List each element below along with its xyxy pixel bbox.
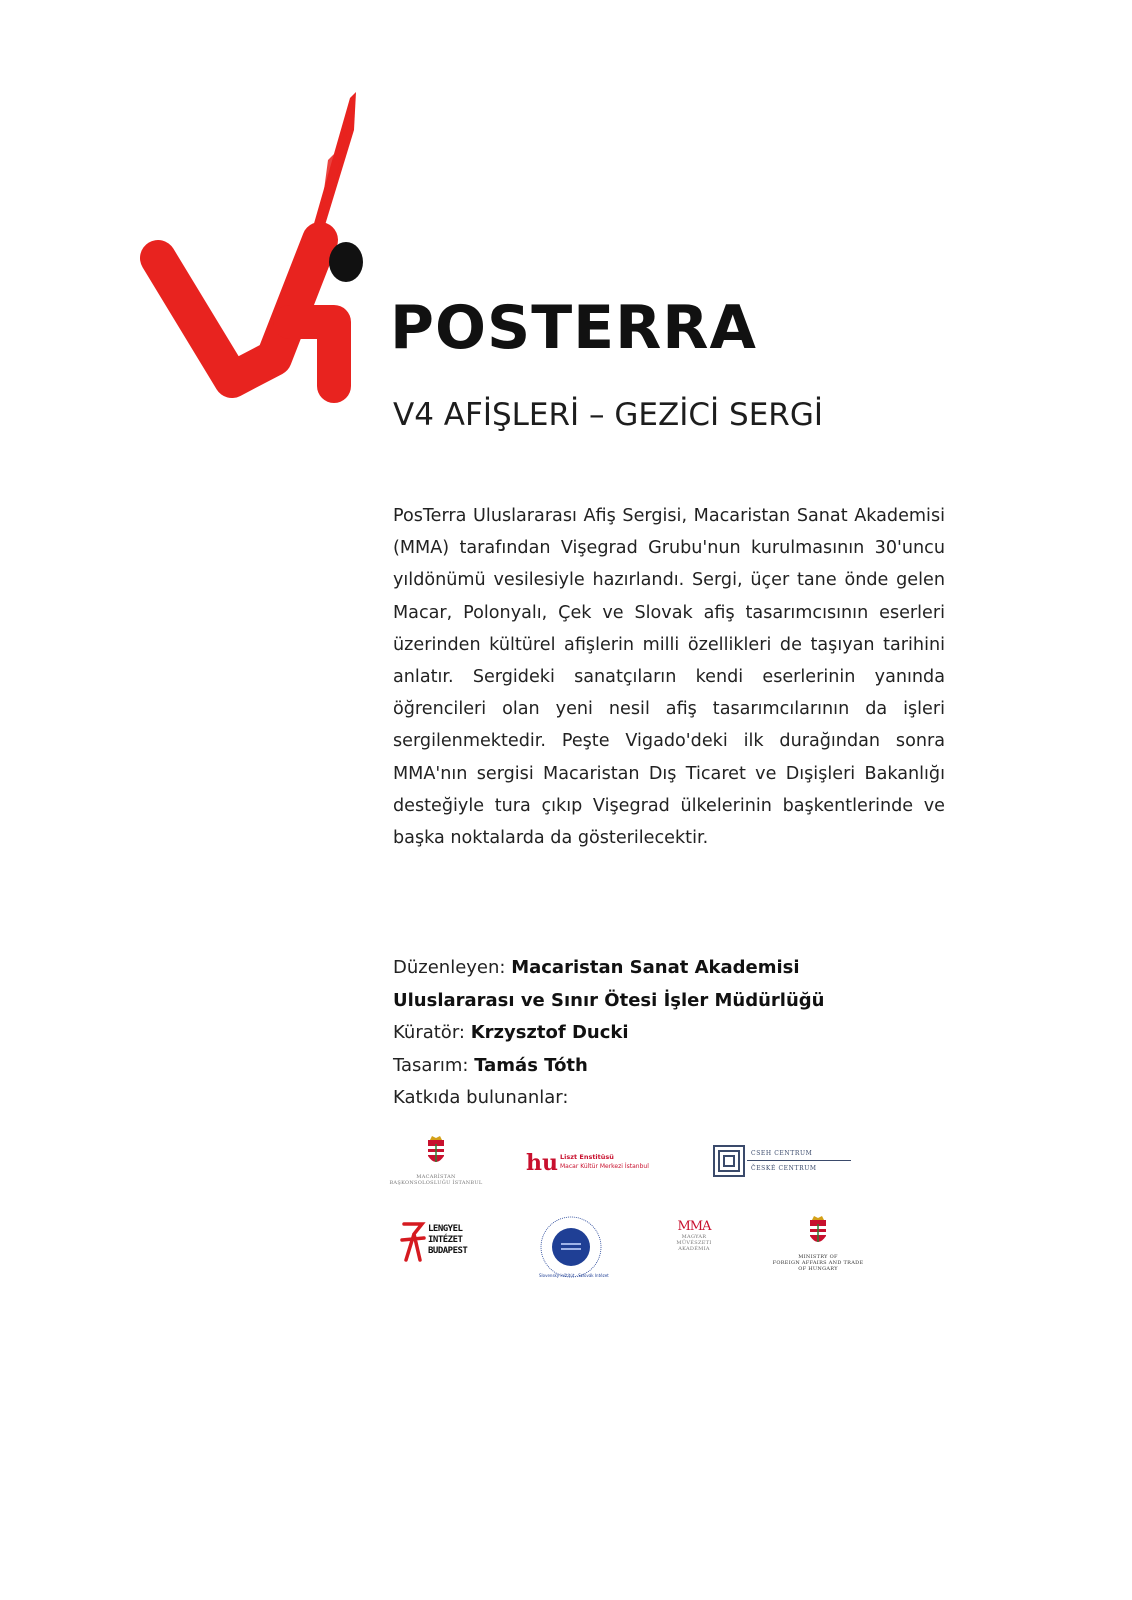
partner-mma-logo (670, 1220, 718, 1270)
black-dot (329, 242, 363, 282)
organizer-label: Düzenleyen: (393, 957, 512, 978)
partner-polish-institute-logo (400, 1220, 468, 1268)
ministry-line-3: OF HUNGARY (798, 1266, 838, 1272)
exhibition-subtitle: V4 AFİŞLERİ – GEZİCİ SERGİ (393, 397, 823, 433)
slovak-institute-seal-icon (539, 1215, 609, 1279)
czech-name-cz: ČESKÉ CENTRUM (751, 1165, 817, 1172)
czech-name-hu: CSEH CENTRUM (751, 1150, 813, 1157)
slovak-ring-text: Slovenský inštitút · Szlovák Intézet (539, 1273, 609, 1278)
consulate-text: MACARİSTAN BAŞKONSOLOSLUĞU İSTANBUL (389, 1174, 483, 1186)
credit-contributors: Katkıda bulunanlar: (393, 1087, 569, 1109)
partner-consulate-logo (388, 1136, 484, 1186)
ministry-line-1: MINISTRY OF (798, 1254, 838, 1260)
hungarian-coat-of-arms-icon (388, 1136, 484, 1170)
polish-line-2: INTÉZET (428, 1235, 463, 1245)
mma-line-3: AKADÉMIA (678, 1246, 710, 1252)
partner-ministry-logo (772, 1216, 864, 1278)
credit-curator (393, 1017, 993, 1050)
organizer-department: Uluslararası ve Sınır Ötesi İşler Müdürlüğü (393, 989, 825, 1011)
organizer-value: Macaristan Sanat Akademisi (511, 957, 800, 978)
credits-block (393, 952, 993, 1115)
polish-line-3: BUDAPEST (428, 1246, 468, 1256)
four-letter-stroke (290, 322, 334, 386)
posterra-v4-logo-mark (140, 90, 380, 420)
polish-line-1: LENGYEL (428, 1224, 463, 1234)
partner-liszt-logo (526, 1150, 676, 1178)
mma-line-2: MŰVÉSZETI (676, 1240, 712, 1246)
czech-centre-maze-icon (713, 1145, 747, 1177)
ministry-coat-of-arms-icon (772, 1216, 864, 1250)
description-paragraph: PosTerra Uluslararası Afiş Sergisi, Macaristan Sanat Akademisi (MMA) tarafından Vişegrad Grubu'nun kurulmasının 30'uncu yıldönümü vesilesiyle hazırlandı. Sergi, üçer tane önde gelen Macar, Polonyalı, Çek ve Slovak afiş tasarımcısının eserleri üzerinden kültürel afişlerin milli özellikleri de taşıyan tarihini anlatır. Sergideki sanatçıların kendi eserlerinin yanında öğrencileri olan yeni nesil afiş tasarımcılarının da işleri sergilenmektedir. Peşte Vigado'deki ilk durağından sonra MMA'nın sergisi Macaristan Dış Ticaret ve Dışişleri Bakanlığı desteğiyle tura çıkıp Vişegrad ülkelerinin başkentlerinde ve başka noktalarda da gösterilecektir. (393, 506, 945, 849)
liszt-name: Liszt Enstitüsü (560, 1153, 614, 1161)
exhibition-title: POSTERRA (390, 293, 757, 363)
partner-czech-centre-logo (713, 1145, 855, 1179)
mma-line-1: MAGYAR (681, 1234, 707, 1240)
liszt-subname: Macar Kültür Merkezi İstanbul (560, 1163, 649, 1170)
mma-mark: MMA (677, 1219, 711, 1234)
curator-label: Küratör: (393, 1022, 471, 1044)
polish-institute-text (428, 1224, 467, 1257)
polish-figure-icon (400, 1220, 426, 1266)
design-value: Tamás Tóth (474, 1054, 588, 1076)
curator-value: Krzysztof Ducki (470, 1022, 629, 1044)
credit-design (393, 1050, 993, 1083)
credit-organizer-dept (393, 985, 993, 1018)
design-label: Tasarım: (393, 1054, 475, 1076)
partner-slovak-institute-logo (539, 1215, 609, 1279)
liszt-hu-icon (526, 1150, 558, 1176)
czech-divider-line (747, 1160, 851, 1161)
ministry-line-2: FOREIGN AFFAIRS AND TRADE (772, 1260, 864, 1266)
credit-organizer (393, 952, 993, 985)
svg-text:hu: hu (526, 1150, 558, 1176)
